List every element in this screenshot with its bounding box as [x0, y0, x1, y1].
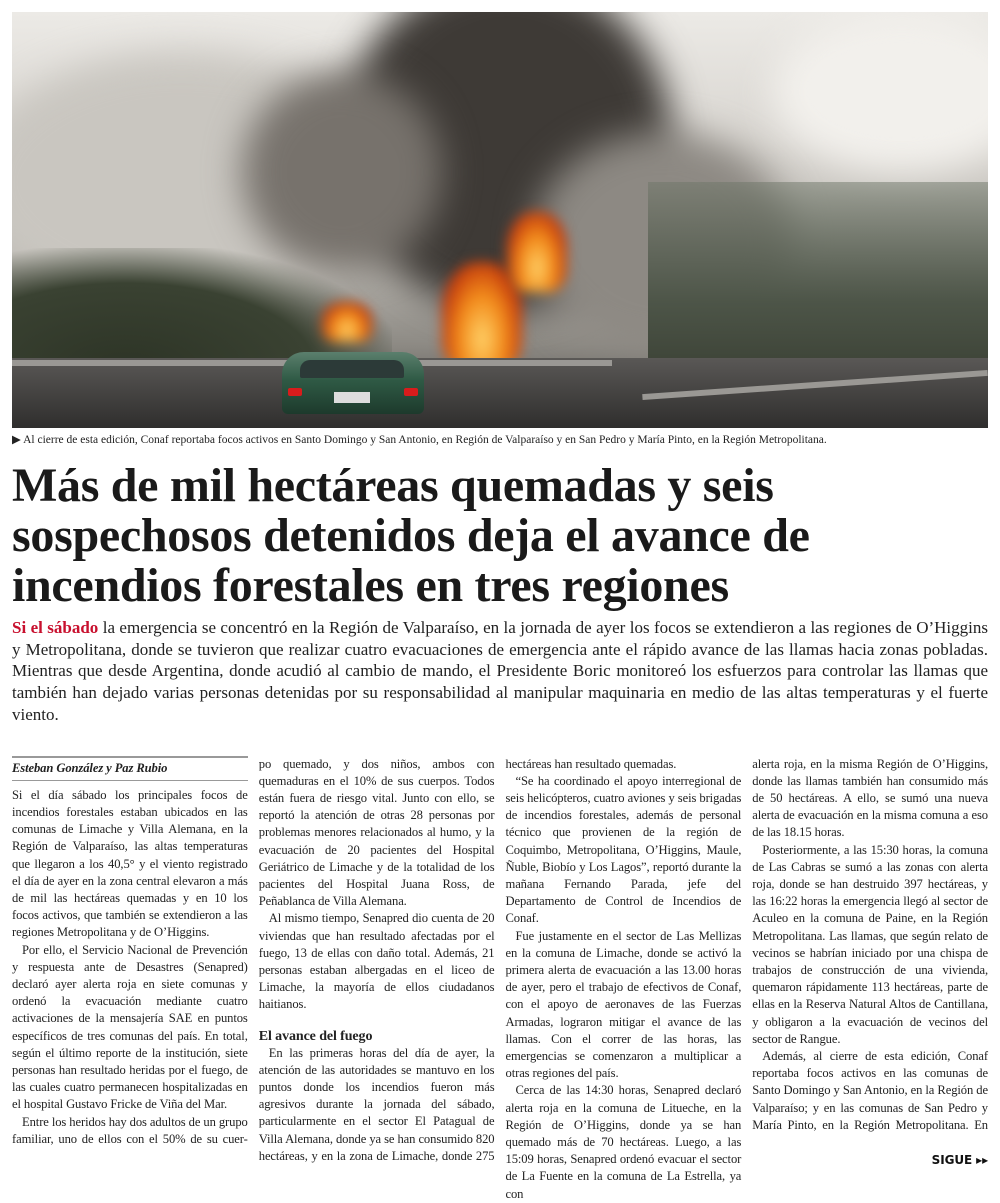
article-body — [12, 756, 988, 1203]
triangle-right-icon: ▶ — [12, 434, 21, 446]
police-car — [282, 352, 424, 414]
paragraph: Además, al cierre de esta edición, Conaf reportaba focos activos en las comunas de Santo Domingo y San Antonio, en la Región de Valparaíso; y en las comunas de San Pedro y María Pinto, en la Región Metropolitana. En — [752, 1048, 988, 1132]
headline: Más de mil hectáreas quemadas y seis sospechosos detenidos deja el avance de incendios forestales en tres regiones — [12, 459, 810, 612]
subheading: El avance del fuego — [258, 1028, 373, 1044]
article-column-3 — [506, 756, 742, 1203]
article-column-2 — [259, 756, 495, 1203]
paragraph: Fue justamente en el sector de Las Mellizas en la comuna de Limache, donde se activó la primera alerta de evacuación a las 13.00 horas de ayer, pero el trabajo de efectivos de Conaf, con el apoyo de aeronaves de las Fuerzas Armadas, lograron mitigar el avance de las llamas. Con el correr de las horas, las emergencias se comenzaron a multiplicar a otras regiones del país. — [505, 928, 742, 1081]
paragraph: Cerca de las 14:30 horas, Senapred declaró alerta roja en la comuna de Litueche, en la Región de O’Higgins, donde ya se han quemado más de 70 hectáreas. Luego, a las 15:09 horas, Senapred ordenó evacuar el sector de La Fuente en la comuna de La Estrella, ya con — [505, 1083, 742, 1201]
lead-text: la emergencia se concentró en la Región de Valparaíso, en la jornada de ayer los focos se extendieron a las regiones de O’Higgins y Metropolitana, donde se tuvieron que realizar cuatro evacuaciones de emergencia ante el rápido avance de las llamas hacia zonas pobladas. Mientras que desde Argentina, donde acudió al cambio de mando, el Presidente Boric monitoreó los esfuerzos para controlar las llamas que también han dejado varias personas detenidas por su responsabilidad al manipular maquinaria en medio de las altas temperaturas y el fuerte viento. — [12, 618, 988, 724]
lead-kicker: Si el sábado — [12, 618, 99, 637]
paragraph: Por ello, el Servicio Nacional de Prevención y respuesta ante de Desastres (Senapred) declaró ayer alerta roja en siete comunas y ordenó la evacuación mediante cuatro activaciones de la mensajería SAE en puntos específicos de tres comunas del país. En total, según el último reporte de la institución, siete personas han resultado heridas por el fuego, de las cuales cuatro permanecen hospitalizadas en el hospital Gustavo Fricke de Viña del Mar. — [12, 942, 248, 1112]
lead-paragraph — [12, 617, 988, 726]
paragraph: “Se ha coordinado el apoyo interregional de seis helicópteros, cuatro aviones y seis brigadas de incendios forestales, además de personal técnico que provienen de la región de Coquimbo, Metropolitana, O’Higgins, Maule, Ñuble, Biobío y Los Lagos”, reportó durante la mañana Fernando Parada, jefe del Departamento de Control de Incendios de Conaf. — [505, 773, 742, 926]
continue-link[interactable]: SIGUE ▸▸ — [931, 1152, 988, 1167]
wildfire-photo — [12, 12, 988, 428]
paragraph: Entre los heridos hay dos adultos de un grupo familiar, uno de ellos con el 50% de su cuer- — [12, 1114, 248, 1146]
paragraph: En las primeras horas del día de ayer, la atención de las autoridades se mantuvo en los puntos donde los incendios fueron más agresivos durante la jornada del sábado, particularmente en el sector El Patagual de Villa Alemana, donde ya se han consumido 820 hectáreas, y en la zona de Limache, donde 275 — [258, 1045, 495, 1163]
article-column-4 — [752, 756, 988, 1203]
photo-caption: ▶ Al cierre de esta edición, Conaf reportaba focos activos en Santo Domingo y San Antonio, en Región de Valparaíso y en San Pedro y María Pinto, en la Región Metropolitana. — [12, 434, 827, 446]
paragraph: Posteriormente, a las 15:30 horas, la comuna de Las Cabras se sumó a las zonas con alerta roja, donde se han destruido 397 hectáreas, y las 16:22 horas la emergencia llegó al sector de Aculeo en la comuna de Paine, en la Región Metropolitana. Las llamas, que según relato de vecinos se habrían iniciado por una chispa de trabajos de construcción de una vivienda, quemaron rápidamente 113 hectáreas, parte de ellas en la Reserva Natural Altos de Cantillana, y obligaron a la evacuación de vecinos del sector de Rangue. — [752, 842, 988, 1046]
byline: Esteban González y Paz Rubio — [12, 756, 248, 781]
paragraph: alerta roja, en la misma Región de O’Higgins, donde las llamas también han consumido más de 50 hectáreas. A ello, se sumó una nueva alerta de evacuación en la misma comuna a eso de las 18.15 horas. — [752, 756, 988, 840]
paragraph: po quemado, y dos niños, ambos con quemaduras en el 10% de sus cuerpos. Todos están fuera de riesgo vital. Junto con ello, se reportó la atención de otras 28 personas por problemas menores relacionados al humo, y la evacuación de 20 pacientes del Hospital Geriátrico de Limache y de la totalidad de los pacientes del Hospital Juana Ross, de Peñablanca de Villa Alemana. — [258, 756, 495, 909]
paragraph: hectáreas han resultado quemadas. — [505, 756, 677, 771]
paragraph: Si el día sábado los principales focos de incendios forestales estaban ubicados en las comunas de Limache y Villa Alemana, en la Región de Valparaíso, las altas temperaturas que llegaron a los 40,5° y el viento registrado el día de ayer en la zona central elevaron a más de mil las hectáreas quemadas y en 10 los focos activos, que también se extendieron a las regiones Metropolitana y de O’Higgins. — [12, 787, 248, 940]
article-column-1 — [12, 756, 248, 1203]
paragraph: Al mismo tiempo, Senapred dio cuenta de 20 viviendas que han resultado afectadas por el fuego, 13 de ellas con daño total. Además, 21 personas estaban albergadas en el liceo de Limache, la mayoría de ellos ciudadanos haitianos. — [258, 911, 495, 1012]
